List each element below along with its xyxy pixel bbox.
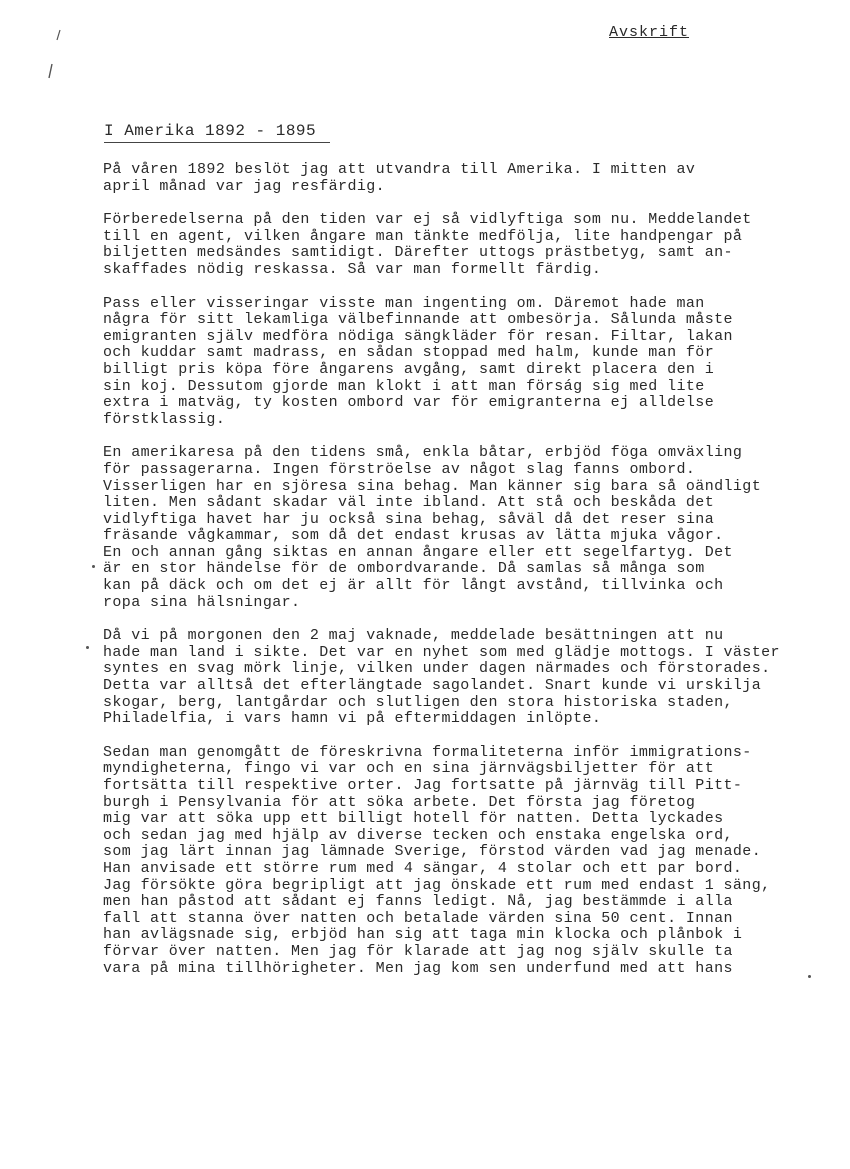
- stray-dot: [86, 646, 89, 649]
- text-line: Då vi på morgonen den 2 maj vaknade, meddelade besättningen att nu: [103, 627, 724, 645]
- text-line: fortsätta till respektive orter. Jag fortsatte på järnväg till Pitt-: [103, 777, 743, 794]
- text-line: men han påstod att sådant ej fanns ledigt. Nå, jag bestämmde i alla: [103, 893, 733, 911]
- text-line: skogar, berg, lantgårdar och slutligen den stora historiska staden,: [103, 693, 733, 711]
- document-body: [103, 162, 823, 994]
- text-line: Visserligen har en sjöresa sina behag. Man känner sig bara så oändligt: [103, 477, 762, 495]
- text-line: förvar över natten. Men jag för klarade att jag nog själv skulle ta: [103, 942, 733, 960]
- text-line: emigranten själv medföra nödiga sängkläder för resan. Filtar, lakan: [103, 327, 733, 345]
- text-line: extra i matväg, ty kosten ombord var för emigranterna ej alldelse: [103, 394, 715, 412]
- text-line: En och annan gång siktas en annan ångare eller ett segelfartyg. Det: [103, 543, 733, 561]
- stray-dot: [808, 975, 811, 978]
- paragraph: [103, 745, 823, 977]
- text-line: kan på däck och om det ej är allt för långt avstånd, tillvinka och: [103, 577, 724, 595]
- text-line: vidlyftiga havet har ju också sina behag, såväl då det reser sina: [103, 510, 715, 528]
- text-line: Pass eller visseringar visste man ingenting om. Däremot hade man: [103, 294, 705, 312]
- text-line: förstklassig.: [103, 410, 226, 428]
- paragraph: [103, 296, 823, 429]
- margin-pencil-mark: [46, 28, 66, 80]
- paragraph: [103, 628, 823, 728]
- text-line: april månad var jag resfärdig.: [103, 177, 386, 195]
- text-line: och sedan jag med hjälp av diverse tecken och enstaka engelska ord,: [103, 826, 733, 844]
- text-line: han avlägsnade sig, erbjöd han sig att taga min klocka och plånbok i: [103, 926, 743, 944]
- text-line: Sedan man genomgått de föreskrivna formaliteterna inför immigrations-: [103, 743, 752, 761]
- stray-dot: [92, 565, 95, 568]
- text-line: och kuddar samt madrass, en sådan stoppad med halm, kunde man för: [103, 344, 715, 362]
- text-line: några för sitt lekamliga välbefinnande att ombesörja. Sålunda måste: [103, 311, 733, 329]
- text-line: myndigheterna, fingo vi var och en sina järnvägsbiljetter för att: [103, 760, 715, 778]
- text-line: På våren 1892 beslöt jag att utvandra till Amerika. I mitten av: [103, 161, 696, 178]
- text-line: hade man land i sikte. Det var en nyhet som med glädje mottogs. I väster: [103, 643, 780, 661]
- copy-label: Avskrift: [609, 24, 690, 41]
- paragraph: [103, 445, 823, 611]
- text-line: biljetten medsändes samtidigt. Därefter uttogs prästbetyg, samt an-: [103, 244, 733, 262]
- text-line: billigt pris köpa före ångarens avgång, samt direkt placera den i: [103, 360, 715, 378]
- text-line: till en agent, vilken ångare man tänkte medfölja, lite handpengar på: [103, 227, 743, 245]
- text-line: fall att stanna över natten och betalade värden sina 50 cent. Innan: [103, 909, 733, 927]
- text-line: för passagerarna. Ingen förströelse av något slag fanns ombord.: [103, 460, 696, 478]
- text-line: En amerikaresa på den tidens små, enkla båtar, erbjöd föga omväxling: [103, 444, 743, 462]
- text-line: som jag lärt innan jag lämnade Sverige, förstod värden vad jag menade.: [103, 843, 762, 861]
- text-line: vara på mina tillhörigheter. Men jag kom sen underfund med att hans: [103, 959, 733, 977]
- text-line: skaffades nödig reskassa. Så var man formellt färdig.: [103, 260, 602, 278]
- paragraph: [103, 212, 823, 278]
- text-line: syntes en svag mörk linje, vilken under dagen närmades och förstorades.: [103, 660, 771, 678]
- text-line: liten. Men sådant skadar väl inte ibland. Att stå och beskåda det: [103, 494, 715, 512]
- text-line: mig var att söka upp ett billigt hotell för natten. Detta lyckades: [103, 810, 724, 828]
- document-title: I Amerika 1892 - 1895: [104, 122, 330, 143]
- text-line: är en stor händelse för de ombordvarande. Då samlas så många som: [103, 560, 705, 578]
- text-line: Förberedelserna på den tiden var ej så vidlyftiga som nu. Meddelandet: [103, 211, 752, 229]
- text-line: Han anvisade ett större rum med 4 sängar, 4 stolar och ett par bord.: [103, 859, 743, 877]
- text-line: burgh i Pensylvania för att söka arbete. Det första jag företog: [103, 793, 696, 811]
- paragraph: [103, 162, 823, 195]
- text-line: Jag försökte göra begripligt att jag önskade ett rum med endast 1 säng,: [103, 876, 771, 894]
- text-line: Detta var alltså det efterlängtade sagolandet. Snart kunde vi urskilja: [103, 677, 762, 695]
- text-line: ropa sina hälsningar.: [103, 593, 301, 611]
- text-line: Philadelfia, i vars hamn vi på eftermiddagen inlöpte.: [103, 710, 602, 728]
- text-line: fräsande vågkammar, som då det endast krusas av lätta mjuka vågor.: [103, 527, 724, 545]
- text-line: sin koj. Dessutom gjorde man klokt i att man förság sig med lite: [103, 377, 705, 395]
